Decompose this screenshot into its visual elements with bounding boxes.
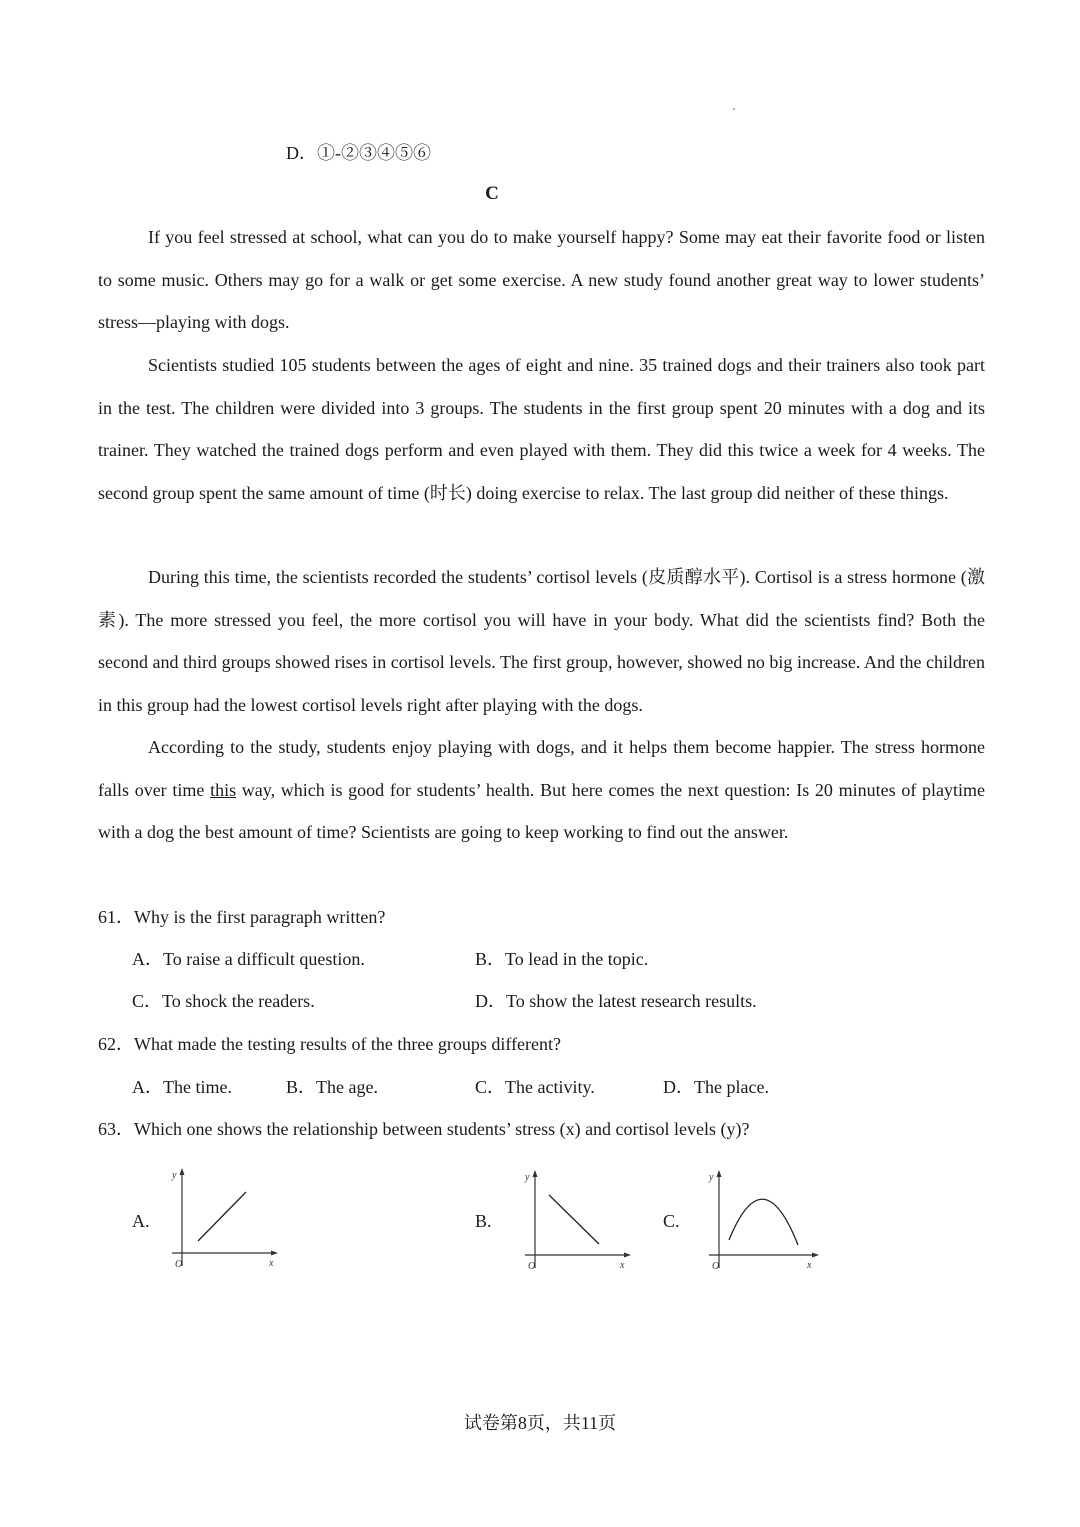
- p4-text-before: According to the study, students enjoy playing with dogs, and it helps them become happier. The stress hormone falls over time: [98, 737, 985, 800]
- question-61-option-c[interactable]: C．To shock the readers.: [132, 991, 315, 1011]
- graph-a-increasing-line: [198, 1192, 246, 1241]
- graph-b-x-label: x: [620, 1260, 625, 1271]
- question-62-option-c[interactable]: C．The activity.: [475, 1077, 595, 1097]
- graph-a-y-arrow: [180, 1168, 185, 1175]
- question-62-stem: 62．What made the testing results of the three groups different?: [98, 1034, 562, 1054]
- graph-b-y-label: y: [525, 1172, 530, 1183]
- graph-c-x-arrow: [812, 1253, 819, 1258]
- graph-c-arch-curve: [729, 1199, 798, 1245]
- question-61-option-b[interactable]: B．To lead in the topic.: [475, 949, 649, 969]
- graph-b-decreasing-line: [549, 1195, 599, 1244]
- graph-b-origin-label: O: [528, 1261, 536, 1272]
- graph-b-x-arrow: [624, 1253, 631, 1258]
- question-63-stem: 63．Which one shows the relationship between students’ stress (x) and cortisol levels (y)?: [98, 1119, 750, 1139]
- graph-c-origin-label: O: [712, 1261, 720, 1272]
- graph-a-y-label: y: [172, 1170, 177, 1181]
- graph-c-label[interactable]: C.: [663, 1211, 680, 1231]
- passage-paragraph-2: Scientists studied 105 students between the ages of eight and nine. 35 trained dogs and their trainers also took part in the test. The children were divided into 3 groups. The students in the first group spent 20 minutes with a dog and its trainer. They watched the trained dogs perform and even played with them. They did this twice a week for 4 weeks. The second group spent the same amount of time (时长) doing exercise to relax. The last group did neither of these things.: [98, 355, 985, 503]
- graph-c-y-arrow: [717, 1170, 722, 1177]
- graph-c: [703, 1168, 823, 1273]
- graph-c-x-label: x: [807, 1260, 812, 1271]
- graph-b-label[interactable]: B.: [475, 1211, 492, 1231]
- graph-b: [519, 1168, 634, 1273]
- underlined-word-this: this: [210, 779, 237, 800]
- graph-a: [166, 1166, 281, 1271]
- section-heading: C: [485, 183, 499, 204]
- question-62-option-b[interactable]: B．The age.: [286, 1077, 378, 1097]
- graph-a-label[interactable]: A.: [132, 1211, 150, 1231]
- question-62-option-a[interactable]: A．The time.: [132, 1077, 232, 1097]
- p4-text-after: way, which is good for students’ health. But here comes the next question: Is 20 minutes of playtime with a dog the best amount of time? Scientists are going to keep working to find out the answer.: [98, 779, 985, 842]
- passage-paragraph-3: During this time, the scientists recorded the students’ cortisol levels (皮质醇水平). Cortisol is a stress hormone (激素). The more stressed you feel, the more cortisol you will have in your body. What did the scientists find? Both the second and third groups showed rises in cortisol levels. The first group, however, showed no big increase. And the children in this group had the lowest cortisol levels right after playing with the dogs.: [98, 567, 985, 715]
- passage-paragraph-1: If you feel stressed at school, what can you do to make yourself happy? Some may eat their favorite food or listen to some music. Others may go for a walk or get some exercise. A new study found another great way to lower students’ stress—playing with dogs.: [98, 227, 985, 332]
- graph-a-x-label: x: [269, 1258, 274, 1269]
- question-61-stem: 61．Why is the first paragraph written?: [98, 907, 386, 927]
- graph-b-y-arrow: [533, 1170, 538, 1177]
- question-61-option-d[interactable]: D．To show the latest research results.: [475, 991, 757, 1011]
- scan-speck: [733, 108, 735, 110]
- graph-c-y-label: y: [709, 1172, 714, 1183]
- graph-a-x-arrow: [271, 1251, 278, 1256]
- graph-a-origin-label: O: [175, 1259, 183, 1270]
- question-62-option-d[interactable]: D．The place.: [663, 1077, 769, 1097]
- page-footer: 试卷第8页，共11页: [463, 1413, 617, 1433]
- previous-option-d: D．①-②③④⑤⑥: [286, 143, 431, 163]
- question-61-option-a[interactable]: A．To raise a difficult question.: [132, 949, 365, 969]
- passage-paragraph-4: [98, 726, 985, 854]
